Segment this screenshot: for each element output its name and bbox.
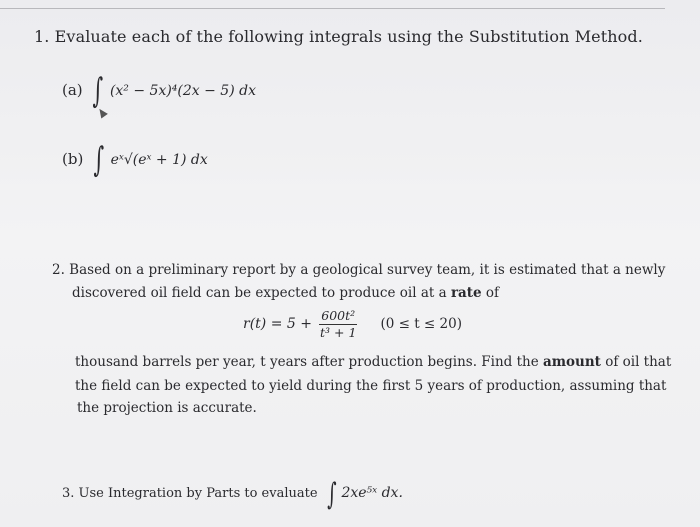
problem-2-line-4: the field can be expected to yield during the first 5 years of production, assuming that bbox=[75, 378, 667, 394]
formula-numerator: 600t² bbox=[321, 308, 356, 323]
problem-1b-integrand: eˣ√(eˣ + 1) dx bbox=[110, 152, 208, 168]
problem-3-text: 3. Use Integration by Parts to evaluate bbox=[62, 486, 318, 501]
formula-lhs: r(t) = 5 + bbox=[243, 316, 312, 332]
problem-2-line-2: discovered oil field can be expected to produce oil at a rate of bbox=[72, 285, 500, 301]
rate-emphasis: rate bbox=[450, 285, 482, 301]
integral-sign: ∫ bbox=[93, 140, 105, 180]
formula-denominator: t³ + 1 bbox=[320, 325, 357, 340]
problem-1b-label: (b) bbox=[62, 150, 84, 168]
problem-2-line-5: the projection is accurate. bbox=[77, 400, 257, 416]
problem-1a-integrand: (x² − 5x)⁴(2x − 5) dx bbox=[109, 83, 256, 99]
amount-emphasis: amount bbox=[543, 354, 601, 370]
mouse-cursor-icon bbox=[96, 107, 108, 119]
problem-2-line-3: thousand barrels per year, t years after production begins. Find the amount of oil that bbox=[75, 354, 672, 370]
problem-1b bbox=[62, 140, 208, 180]
formula-fraction bbox=[319, 308, 357, 341]
integral-sign: ∫ bbox=[326, 477, 337, 512]
problem-1-statement: 1. Evaluate each of the following integrals using the Substitution Method. bbox=[34, 27, 643, 46]
top-divider bbox=[0, 8, 665, 9]
integral-sign: ∫ bbox=[92, 71, 104, 111]
problem-1a bbox=[62, 71, 256, 111]
problem-3 bbox=[62, 477, 403, 512]
problem-3-integrand: 2xe⁵ˣ dx. bbox=[341, 485, 403, 501]
formula-domain: (0 ≤ t ≤ 20) bbox=[380, 316, 462, 332]
problem-1a-label: (a) bbox=[62, 81, 83, 99]
problem-2-line-1: 2. Based on a preliminary report by a geological survey team, it is estimated that a newly bbox=[52, 262, 666, 278]
rate-formula bbox=[243, 308, 462, 341]
